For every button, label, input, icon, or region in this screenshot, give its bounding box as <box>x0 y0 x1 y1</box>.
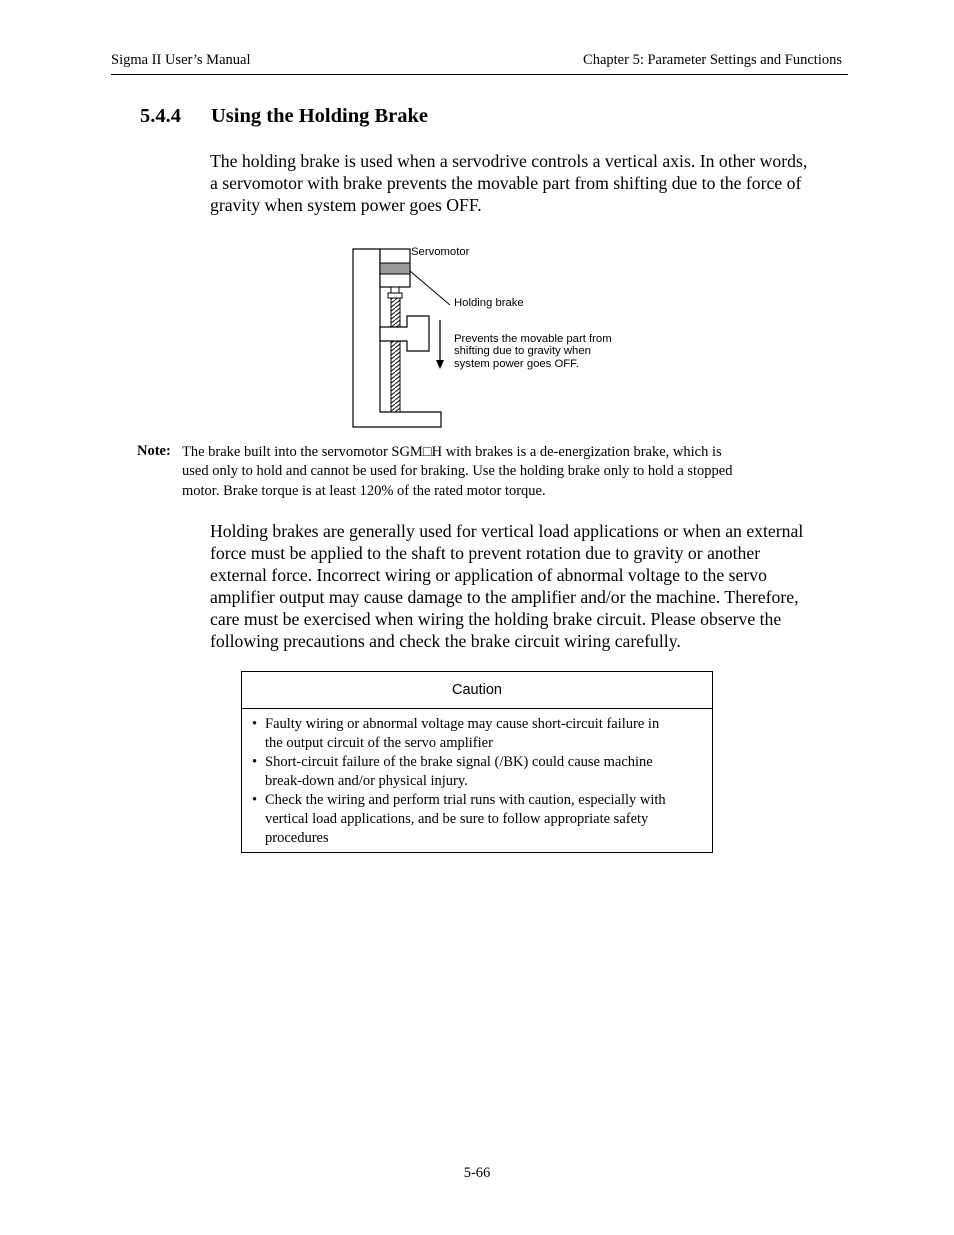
coupling <box>391 287 399 293</box>
caution-item: • Check the wiring and perform trial runs with caution, especially with vertical load applications, and be sure to follow appropriate safety procedures <box>252 792 666 846</box>
caution-title: Caution <box>242 672 712 709</box>
body-line: amplifier output may cause damage to the amplifier and/or the machine. Therefore, <box>210 587 799 607</box>
arrow-caption <box>454 333 612 370</box>
body-paragraph <box>210 520 850 652</box>
running-header-left: Sigma II User’s Manual <box>111 52 251 68</box>
note-label: Note: <box>137 443 171 459</box>
body-line: force must be applied to the shaft to prevent rotation due to gravity or another <box>210 543 761 563</box>
holding-brake-band <box>380 263 410 274</box>
intro-line: gravity when system power goes OFF. <box>210 195 482 215</box>
body-line: external force. Incorrect wiring or application of abnormal voltage to the servo <box>210 565 767 585</box>
section-number: 5.4.4 <box>140 105 181 127</box>
section-title: Using the Holding Brake <box>211 105 428 127</box>
movable-part <box>380 316 429 351</box>
holding-brake-leader <box>410 271 450 305</box>
ball-screw <box>391 298 400 412</box>
bullet: • <box>252 792 258 808</box>
note-line: The brake built into the servomotor SGM□H with brakes is a de-energization brake, which is <box>182 444 722 460</box>
body-line: Holding brakes are generally used for vertical load applications or when an external <box>210 521 804 541</box>
caution-box <box>241 671 713 853</box>
caution-list <box>242 709 712 848</box>
arrow-caption-line: shifting due to gravity when <box>454 345 591 358</box>
body-line: following precautions and check the brake circuit wiring carefully. <box>210 631 681 651</box>
intro-line: a servomotor with brake prevents the movable part from shifting due to the force of <box>210 173 802 193</box>
holding-brake-figure <box>0 0 954 440</box>
bullet: • <box>252 754 258 770</box>
running-header-right: Chapter 5: Parameter Settings and Functions <box>583 52 842 68</box>
coupling-flange <box>388 293 402 298</box>
holding-brake-label: Holding brake <box>454 297 524 309</box>
servomotor-label: Servomotor <box>411 246 470 258</box>
arrow-caption-line: Prevents the movable part from <box>454 333 612 345</box>
note-line: motor. Brake torque is at least 120% of the rated motor torque. <box>182 482 546 499</box>
note-text <box>182 443 802 501</box>
body-line: care must be exercised when wiring the holding brake circuit. Please observe the <box>210 609 782 629</box>
model-placeholder-box: □ <box>422 444 432 460</box>
gravity-arrow-head <box>436 360 444 369</box>
arrow-caption-line: system power goes OFF. <box>454 357 579 370</box>
note-line: used only to hold and cannot be used for braking. Use the holding brake only to hold a stopped <box>182 463 733 480</box>
intro-line: The holding brake is used when a servodrive controls a vertical axis. In other words, <box>210 151 808 171</box>
caution-item: • Faulty wiring or abnormal voltage may cause short-circuit failure in the output circuit of the servo amplifier <box>252 716 660 751</box>
caution-item: • Short-circuit failure of the brake signal (/BK) could cause machine break-down and/or physical injury. <box>252 754 653 789</box>
page-number: 5-66 <box>463 1165 491 1181</box>
bullet: • <box>252 716 258 732</box>
